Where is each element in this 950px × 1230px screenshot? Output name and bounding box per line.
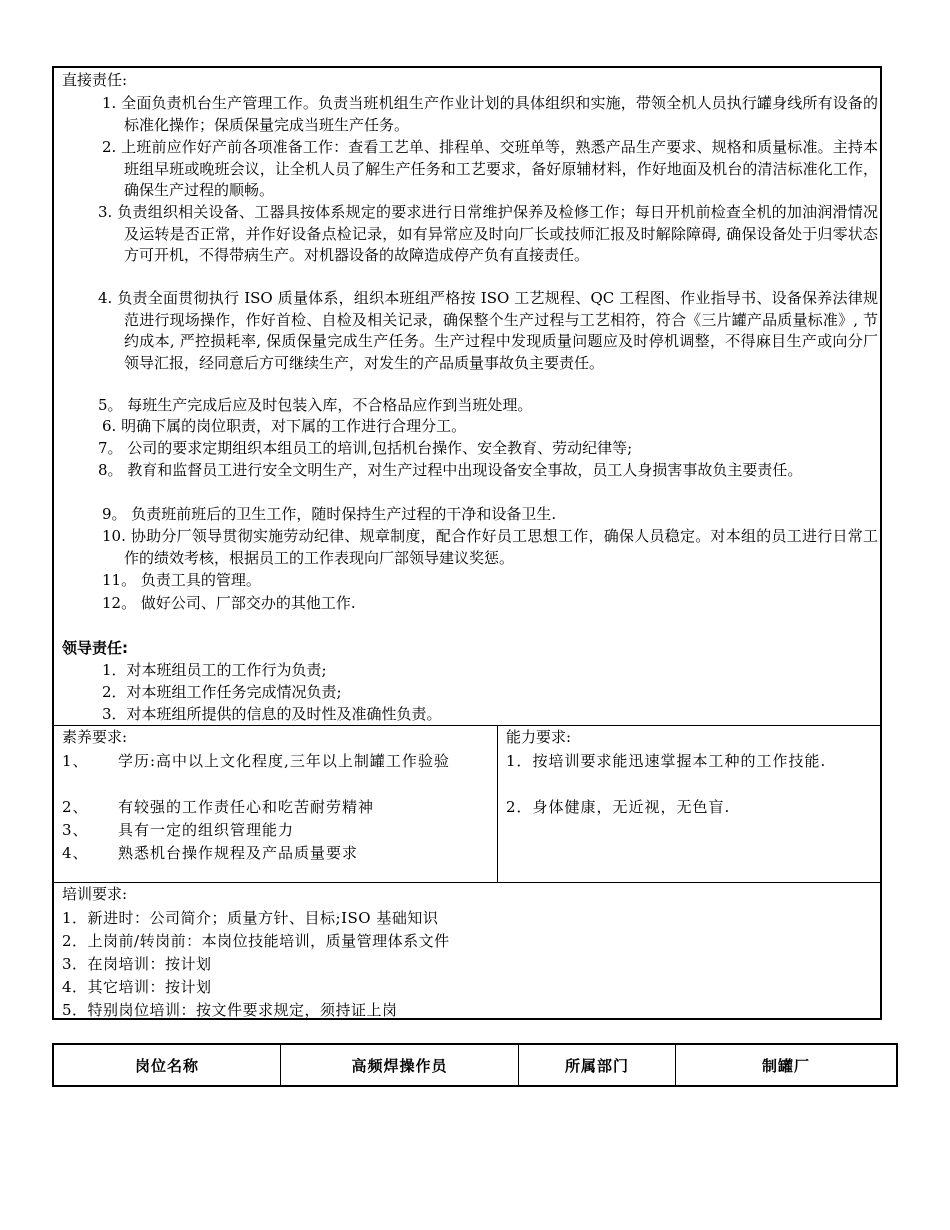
duty-item-4: 4. 负责全面贯彻执行 ISO 质量体系，组织本班组严格按 ISO 工艺规程、QC 工程图、作业指导书、设备保养法律规范进行现场操作，作好首检、自检及相关记录，确保整个生产过程与工艺相符，符合《三片罐产品质量标准》, 节约成本, 严控损耗率, 保质保量完成生产任务。生产过程中发现质量问题应及时停机调整，不得麻目生产或向分厂领导汇报，经同意后方可继续生产，对发生的产品质量事故负主要责任。 (98, 289, 878, 372)
quality-item-num-4: 4、 (62, 844, 89, 862)
ability-item-1: 1．按培训要求能迅速掌握本工种的工作技能. (506, 752, 827, 770)
ability-heading: 能力要求: (506, 728, 572, 746)
training-item-3: 3．在岗培训：按计划 (62, 955, 212, 973)
job-description-table (52, 66, 882, 1020)
duty-item-7: 7。 公司的要求定期组织本组员工的培训,包括机台操作、安全教育、劳动纪律等; (98, 439, 633, 457)
leadership-item-2: 2．对本班组工作任务完成情况负责; (102, 683, 342, 701)
quality-item-text-4: 熟悉机台操作规程及产品质量要求 (118, 844, 359, 862)
requirements-section (54, 726, 880, 883)
duties-section (54, 68, 880, 726)
duty-item-3: 3. 负责组织相关设备、工器具按体系规定的要求进行日常维护保养及检修工作；每日开机前检查全机的加油润滑情况及运转是否正常，并作好设备点检记录，如有异常应及时向厂长或技师汇报及时解除障碍, 确保设备处于归零状态方可开机，不得带病生产。对机器设备的故障造成停产负有直接责任。 (98, 203, 878, 264)
position-name-value: 高频焊操作员 (281, 1045, 519, 1085)
training-item-5: 5．特别岗位培训：按文件要求规定，须持证上岗 (62, 1001, 398, 1019)
training-item-4: 4．其它培训：按计划 (62, 978, 212, 996)
quality-item-text-2: 有较强的工作责任心和吃苦耐劳精神 (118, 798, 375, 816)
position-name-label: 岗位名称 (54, 1045, 281, 1085)
ability-requirements (498, 726, 880, 882)
duty-item-9: 9。 负责班前班后的卫生工作，随时保持生产过程的干净和设备卫生. (102, 505, 557, 523)
quality-item-text-3: 具有一定的组织管理能力 (118, 821, 295, 839)
training-item-1: 1．新进时：公司简介；质量方针、目标;ISO 基础知识 (62, 909, 439, 927)
leadership-item-1: 1．对本班组员工的工作行为负责; (102, 661, 327, 679)
department-value: 制罐厂 (761, 1056, 810, 1075)
quality-item-num-1: 1、 (62, 752, 89, 770)
duty-item-5: 5。 每班生产完成后应及时包装入库，不合格品应作到当班处理。 (98, 396, 533, 414)
duty-item-1: 1. 全面负责机台生产管理工作。负责当班机组生产作业计划的具体组织和实施，带领全机人员执行罐身线所有设备的标准化操作；保质保量完成当班生产任务。 (102, 94, 878, 134)
duty-item-8: 8。 教育和监督员工进行安全文明生产，对生产过程中出现设备安全事故，员工人身损害事故负主要责任。 (98, 461, 803, 479)
quality-item-num-3: 3、 (62, 821, 89, 839)
training-item-2: 2．上岗前/转岗前：本岗位技能培训，质量管理体系文件 (62, 932, 450, 950)
duty-item-2: 2. 上班前应作好产前各项准备工作：查看工艺单、排程单、交班单等，熟悉产品生产要求、规格和质量标准。主持本班组早班或晚班会议，让全机人员了解生产任务和工艺要求，备好原辅材料，作好地面及机台的清洁标准化工作，确保生产过程的顺畅。 (102, 138, 878, 199)
training-section (54, 883, 880, 1018)
duty-item-11: 11。 负责工具的管理。 (102, 571, 261, 589)
ability-item-2: 2．身体健康，无近视，无色盲. (506, 798, 731, 816)
quality-item-num-2: 2、 (62, 798, 89, 816)
quality-requirements (54, 726, 498, 882)
duty-item-12: 12。 做好公司、厂部交办的其他工作. (102, 594, 356, 612)
quality-item-text-1: 学历:高中以上文化程度,三年以上制罐工作验验 (118, 752, 450, 770)
training-heading: 培训要求: (62, 885, 128, 903)
leadership-item-3: 3．对本班组所提供的信息的及时性及准确性负责。 (102, 705, 442, 723)
leadership-heading: 领导责任: (62, 639, 128, 657)
quality-heading: 素养要求: (62, 728, 128, 746)
position-info-table (52, 1043, 898, 1087)
department-label: 所属部门 (519, 1045, 676, 1085)
duties-heading: 直接责任: (62, 71, 128, 89)
duty-item-6: 6. 明确下属的岗位职责，对下属的工作进行合理分工。 (102, 417, 467, 435)
duty-item-10: 10. 协助分厂领导贯彻实施劳动纪律、规章制度，配合作好员工思想工作，确保人员稳定。对本组的员工进行日常工作的绩效考核，根据员工的工作表现向厂部领导建议奖惩。 (102, 527, 878, 567)
